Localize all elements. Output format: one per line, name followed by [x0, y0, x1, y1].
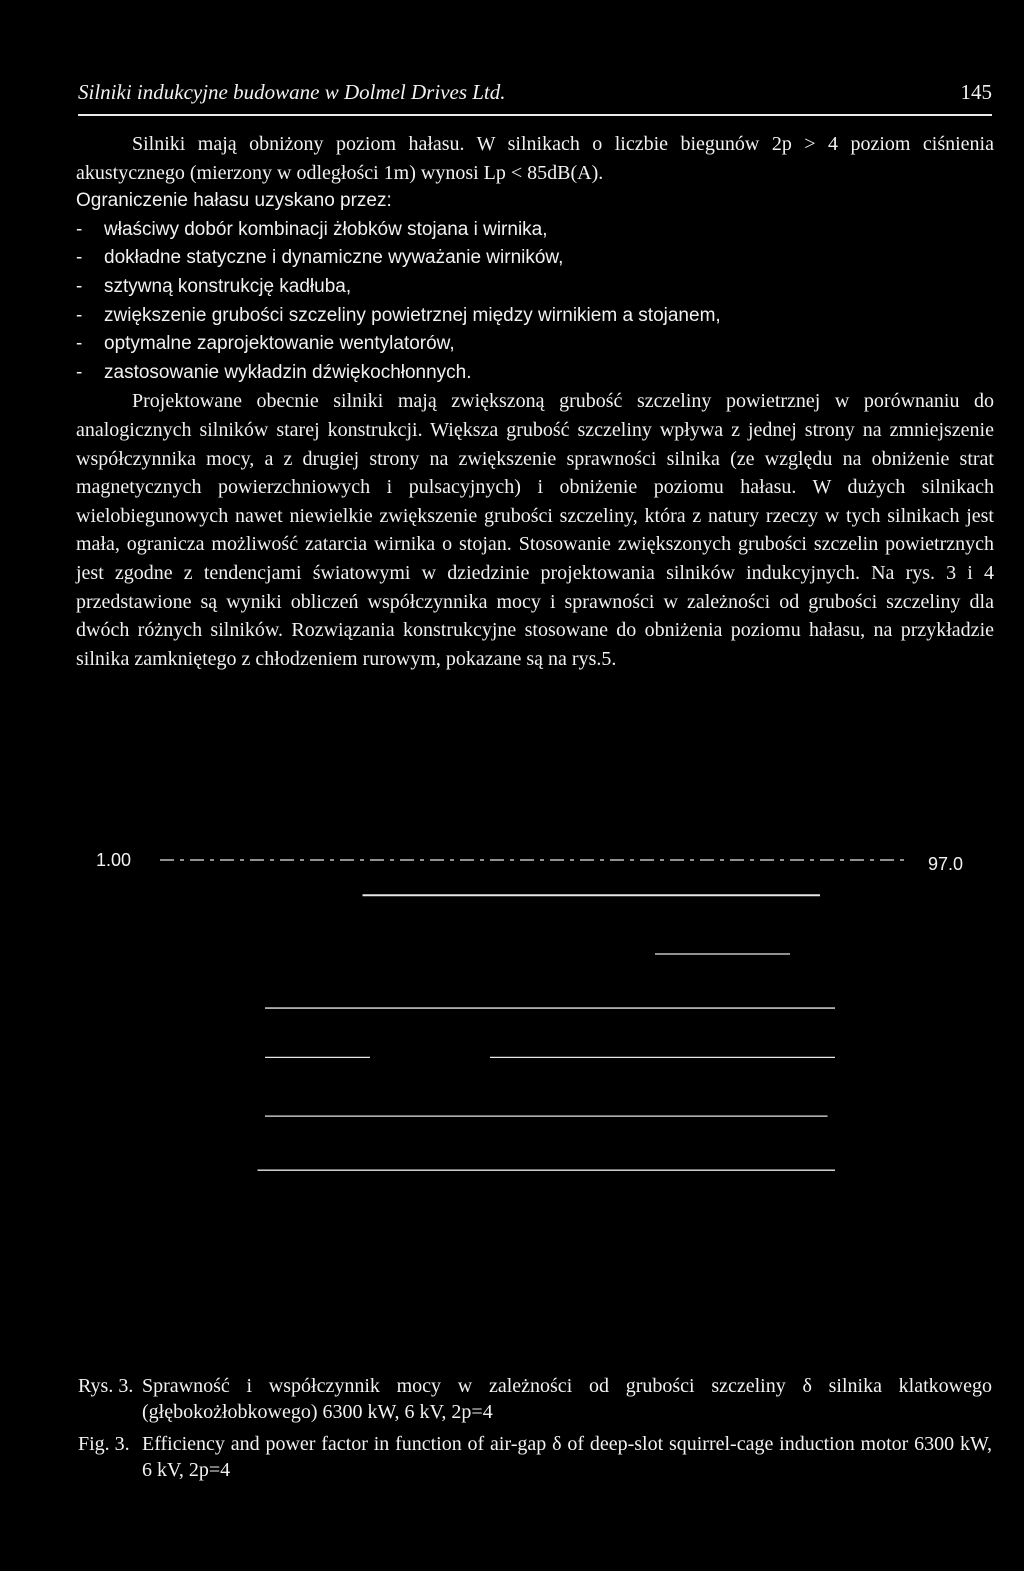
body-text: [76, 130, 994, 673]
list-item: - zastosowanie wykładzin dźwiękochłonnych.: [76, 359, 994, 388]
caption-pl-label: Rys. 3.: [78, 1375, 134, 1397]
noise-reduction-list: [76, 216, 994, 388]
list-item: - właściwy dobór kombinacji żłobków stojana i wirnika,: [76, 216, 994, 245]
running-header: [78, 80, 992, 105]
header-rule: [78, 114, 992, 116]
paragraph-air-gap: Projektowane obecnie silniki mają zwiększoną grubość szczeliny powietrznej w porównaniu do analogicznych silników starej konstrukcji. Większa grubość szczeliny wpływa z jednej strony na zmniejszenie współczynnika mocy, a z drugiej strony na zwiększenie sprawności silnika (ze względu na obniżenie strat magnetycznych powierzchniowych i pulsacyjnych) i obniżenie poziomu hałasu. W dużych silnikach wielobiegunowych nawet niewielkie zwiększenie grubości szczeliny, która z natury rzeczy w tych silnikach jest mała, ogranicza możliwość zatarcia wirnika o stojan. Stosowanie zwiększonych grubości szczelin powietrznych jest zgodne z tendencjami światowymi w dziedzinie projektowania silników indukcyjnych. Na rys. 3 i 4 przedstawione są wyniki obliczeń współczynnika mocy i sprawności w zależności od grubości szczeliny dla dwóch różnych silników. Rozwiązania konstrukcyjne stosowane do obniżenia poziomu hałasu, na przykładzie silnika zamkniętego z chłodzeniem rurowym, pokazane są na rys.5.: [76, 390, 994, 670]
paragraph-noise: Silniki mają obniżony poziom hałasu. W silnikach o liczbie biegunów 2p > 4 poziom ciśnienia akustycznego (mierzony w odległości 1m) wynosi Lp < 85dB(A).: [76, 133, 994, 184]
list-dash: -: [76, 361, 83, 383]
left-axis-top-label: 1.00: [96, 850, 132, 870]
caption-en-text: Efficiency and power factor in function of air-gap δ of deep-slot squirrel-cage induction motor 6300 kW, 6 kV, 2p=4: [142, 1433, 992, 1481]
caption-en-label: Fig. 3.: [78, 1433, 130, 1455]
caption-pl: [78, 1373, 992, 1425]
list-dash: -: [76, 247, 83, 269]
figure-chart: [0, 830, 1024, 1370]
list-item: - sztywną konstrukcję kadłuba,: [76, 273, 994, 302]
list-item: - zwiększenie grubości szczeliny powietrznej między wirnikiem a stojanem,: [76, 302, 994, 331]
list-dash: -: [76, 218, 83, 240]
list-lead: Ograniczenie hałasu uzyskano przez:: [76, 190, 392, 212]
chart-plot: [0, 830, 1024, 1370]
list-item: - dokładne statyczne i dynamiczne wyważanie wirników,: [76, 244, 994, 273]
figure-caption: [78, 1373, 992, 1489]
page-number: 145: [960, 80, 992, 104]
list-dash: -: [76, 333, 83, 355]
caption-pl-text: Sprawność i współczynnik mocy w zależności od grubości szczeliny δ silnika klatkowego (głębokożłobkowego) 6300 kW, 6 kV, 2p=4: [142, 1375, 992, 1423]
list-dash: -: [76, 304, 83, 326]
right-axis-top-label: 97.0: [928, 854, 964, 874]
running-title: Silniki indukcyjne budowane w Dolmel Drives Ltd.: [78, 80, 506, 104]
list-item: - optymalne zaprojektowanie wentylatorów,: [76, 330, 994, 359]
caption-en: [78, 1431, 992, 1483]
list-dash: -: [76, 275, 83, 297]
